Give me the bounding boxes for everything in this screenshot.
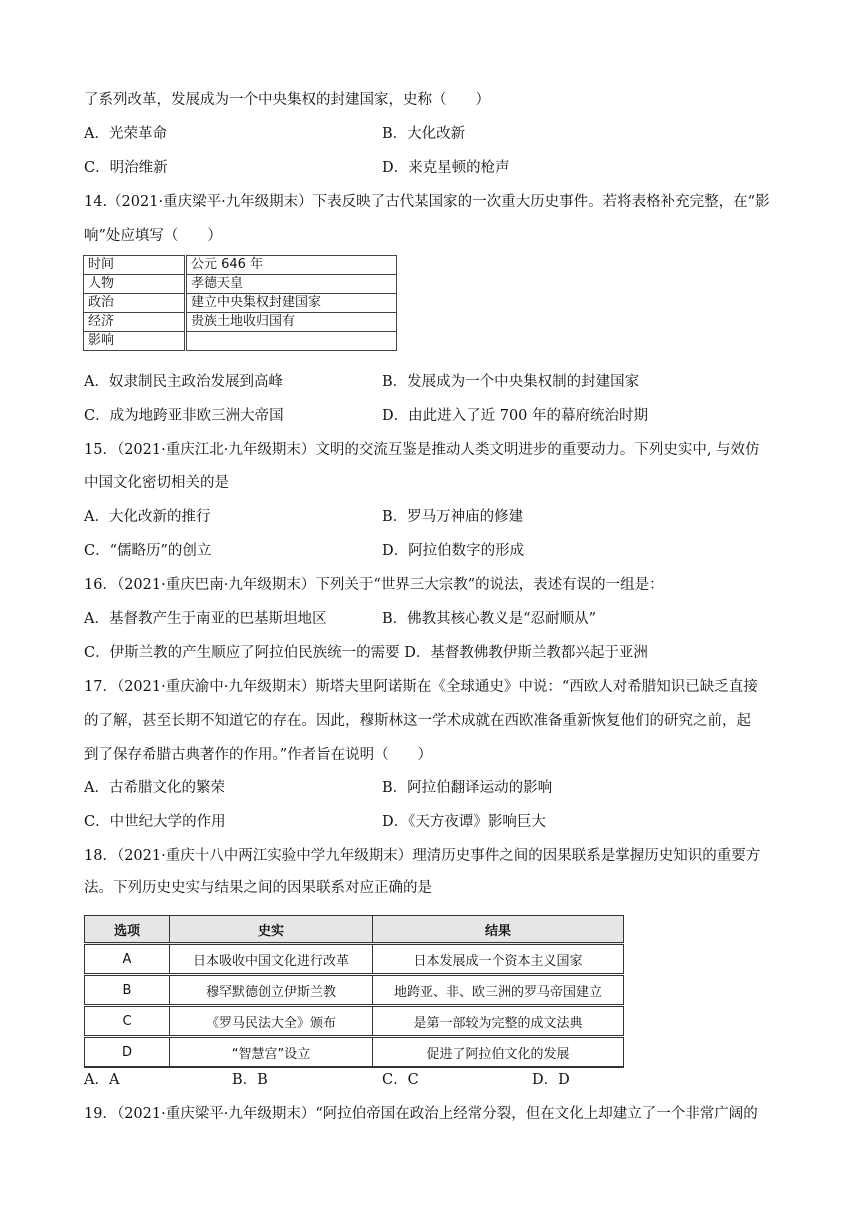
q17-stem-line1: 17．（2021·重庆渝中·九年级期末）斯塔夫里阿诺斯在《全球通史》中说：“西欧人对希腊知识已缺乏直接 [84,679,758,695]
q14-table [83,255,397,351]
q16-stem: 16．（2021·重庆巴南·九年级期末）下列关于“世界三大宗教”的说法，表述有误的一组是： [84,577,664,593]
q14-option-c: C．成为地跨亚非欧三洲大帝国 [84,408,284,424]
q15-option-d: D．阿拉伯数字的形成 [382,543,525,559]
q18-stem-line1: 18．（2021·重庆十八中两江实验中学九年级期末）理清历史事件之间的因果联系是掌握历史知识的重要方 [84,848,761,864]
table-cell: 经济 [84,313,186,332]
table-row [84,294,397,313]
q14-stem-line1: 14.（2021·重庆梁平·九年级期末）下表反映了古代某国家的一次重大历史事件。若将表格补充完整，在“影 [84,194,770,210]
q15-option-b: B．罗马万神庙的修建 [382,509,524,525]
q17-option-b: B．阿拉伯翻译运动的影响 [382,780,553,796]
q16-option-cd: C．伊斯兰教的产生顺应了阿拉伯民族统一的需要 D．基督教佛教伊斯兰教都兴起于亚洲 [84,645,648,661]
table-cell: D [85,1037,170,1068]
table-cell: 公元 646 年 [186,256,397,275]
table-row [85,944,624,975]
table-cell: 《罗马民法大全》颁布 [170,1006,373,1037]
q14-option-d: D．由此进入了近 700 年的幕府统治时期 [382,408,649,424]
table-row [85,1037,624,1068]
q17-option-a: A．古希腊文化的繁荣 [84,780,225,796]
q17-option-c: C．中世纪大学的作用 [84,814,226,830]
table-cell: 日本吸收中国文化进行改革 [170,944,373,975]
q15-option-a: A．大化改新的推行 [84,509,211,525]
q13-option-b: B．大化改新 [382,126,466,142]
table-header: 选项 [85,916,170,944]
table-cell: 政治 [84,294,186,313]
table-cell: B [85,975,170,1006]
table-header: 结果 [373,916,624,944]
q18-option-b: B．B [232,1072,268,1088]
table-row [85,1006,624,1037]
table-cell: 日本发展成一个资本主义国家 [373,944,624,975]
q14-option-b: B．发展成为一个中央集权制的封建国家 [382,374,640,390]
table-cell: 贵族土地收归国有 [186,313,397,332]
q15-stem-line1: 15．（2021·重庆江北·九年级期末）文明的交流互鉴是推动人类文明进步的重要动力。下列史实中, 与效仿 [84,442,760,458]
q14-stem-line2: 响”处应填写（ ） [84,228,222,244]
q16-option-a: A．基督教产生于南亚的巴基斯坦地区 [84,611,327,627]
table-row [84,332,397,351]
table-cell: 地跨亚、非、欧三洲的罗马帝国建立 [373,975,624,1006]
q17-option-d: D．《天方夜谭》影响巨大 [382,814,546,830]
q17-stem-line2: 的了解，甚至长期不知道它的存在。因此，穆斯林这一学术成就在西欧准备重新恢复他们的研究之前，起 [84,713,751,729]
q18-option-a: A．A [84,1072,120,1088]
table-cell: 穆罕默德创立伊斯兰教 [170,975,373,1006]
table-row [85,975,624,1006]
q18-option-c: C．C [382,1072,419,1088]
q19-stem: 19．（2021·重庆梁平·九年级期末）“阿拉伯帝国在政治上经常分裂，但在文化上却建立了一个非常广阔的 [84,1106,758,1122]
table-cell: 建立中央集权封建国家 [186,294,397,313]
table-cell: 促进了阿拉伯文化的发展 [373,1037,624,1068]
table-cell: 人物 [84,275,186,294]
table-cell: C [85,1006,170,1037]
table-cell: 时间 [84,256,186,275]
q18-stem-line2: 法。下列历史史实与结果之间的因果联系对应正确的是 [84,880,432,896]
table-row [84,256,397,275]
table-cell: 孝德天皇 [186,275,397,294]
q13-option-a: A．光荣革命 [84,126,167,142]
q15-option-c: C．“儒略历”的创立 [84,543,212,559]
q13-stem: 了系列改革，发展成为一个中央集权的封建国家，史称（ ） [84,92,490,108]
table-cell: “智慧宫”设立 [170,1037,373,1068]
table-cell: 是第一部较为完整的成文法典 [373,1006,624,1037]
q16-option-b: B．佛教其核心教义是“忍耐顺从” [382,611,596,627]
q18-table [84,915,624,1068]
table-cell: 影响 [84,332,186,351]
table-header-row [85,916,624,944]
q13-option-d: D．来克星顿的枪声 [382,160,510,176]
table-header: 史实 [170,916,373,944]
table-cell: A [85,944,170,975]
q14-option-a: A．奴隶制民主政治发展到高峰 [84,374,283,390]
table-row [84,275,397,294]
table-row [84,313,397,332]
q18-option-d: D．D [532,1072,570,1088]
q15-stem-line2: 中国文化密切相关的是 [84,475,229,491]
table-cell [186,332,397,351]
q13-option-c: C．明治维新 [84,160,168,176]
q17-stem-line3: 到了保存希腊古典著作的作用。”作者旨在说明（ ） [84,747,433,763]
